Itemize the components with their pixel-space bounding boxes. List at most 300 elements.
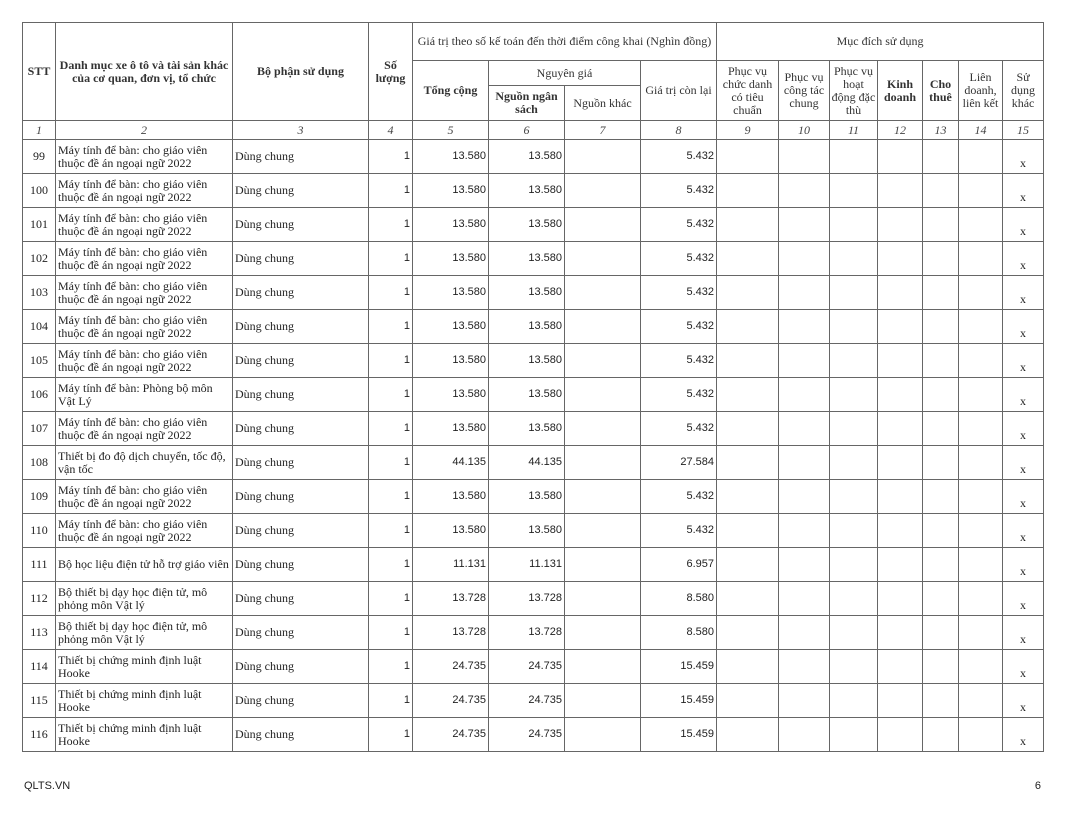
cell-p1	[717, 344, 779, 378]
cell-name: Máy tính để bàn: cho giáo viên thuộc đề án ngoại ngữ 2022	[56, 514, 233, 548]
cell-remain: 5.432	[641, 242, 717, 276]
header-budget: Nguồn ngân sách	[489, 86, 565, 121]
cell-p4	[878, 514, 923, 548]
cell-remain: 15.459	[641, 718, 717, 752]
cell-dept: Dùng chung	[233, 684, 369, 718]
cell-other	[565, 378, 641, 412]
column-number: 8	[641, 121, 717, 140]
cell-other	[565, 310, 641, 344]
cell-p6	[959, 514, 1003, 548]
cell-name: Bộ học liệu điện tử hỗ trợ giáo viên	[56, 548, 233, 582]
cell-p2	[779, 412, 830, 446]
cell-stt: 102	[23, 242, 56, 276]
header-purpose-group: Mục đích sử dụng	[717, 23, 1044, 61]
cell-remain: 5.432	[641, 378, 717, 412]
cell-dept: Dùng chung	[233, 616, 369, 650]
cell-p3	[830, 650, 878, 684]
cell-qty: 1	[369, 582, 413, 616]
cell-p6	[959, 378, 1003, 412]
cell-name: Máy tính để bàn: cho giáo viên thuộc đề án ngoại ngữ 2022	[56, 174, 233, 208]
cell-total: 13.580	[413, 378, 489, 412]
cell-p6	[959, 480, 1003, 514]
cell-total: 13.580	[413, 242, 489, 276]
cell-other-use-mark: x	[1003, 140, 1044, 174]
cell-p1	[717, 480, 779, 514]
cell-p4	[878, 344, 923, 378]
cell-total: 24.735	[413, 650, 489, 684]
cell-other-use-mark: x	[1003, 718, 1044, 752]
cell-p6	[959, 208, 1003, 242]
cell-other-use-mark: x	[1003, 514, 1044, 548]
header-qty: Số lượng	[369, 23, 413, 121]
cell-p4	[878, 616, 923, 650]
column-number: 14	[959, 121, 1003, 140]
cell-p4	[878, 310, 923, 344]
cell-total: 24.735	[413, 718, 489, 752]
cell-p4	[878, 276, 923, 310]
cell-stt: 99	[23, 140, 56, 174]
table-row	[23, 446, 1044, 480]
cell-dept: Dùng chung	[233, 548, 369, 582]
column-number: 1	[23, 121, 56, 140]
header-remain: Giá trị còn lại	[641, 61, 717, 121]
cell-p5	[923, 514, 959, 548]
column-number: 2	[56, 121, 233, 140]
cell-total: 13.580	[413, 514, 489, 548]
cell-p4	[878, 412, 923, 446]
cell-other-use-mark: x	[1003, 310, 1044, 344]
cell-total: 13.580	[413, 276, 489, 310]
table-row	[23, 412, 1044, 446]
cell-p5	[923, 344, 959, 378]
cell-budget: 13.580	[489, 310, 565, 344]
cell-qty: 1	[369, 480, 413, 514]
cell-other-use-mark: x	[1003, 344, 1044, 378]
cell-budget: 24.735	[489, 684, 565, 718]
table-row	[23, 616, 1044, 650]
header-p7: Sử dụng khác	[1003, 61, 1044, 121]
cell-stt: 115	[23, 684, 56, 718]
cell-qty: 1	[369, 208, 413, 242]
cell-remain: 5.432	[641, 310, 717, 344]
cell-p4	[878, 582, 923, 616]
header-p6: Liên doanh, liên kết	[959, 61, 1003, 121]
cell-stt: 103	[23, 276, 56, 310]
cell-p1	[717, 650, 779, 684]
cell-p5	[923, 446, 959, 480]
cell-other	[565, 514, 641, 548]
cell-p6	[959, 140, 1003, 174]
cell-p1	[717, 514, 779, 548]
cell-p2	[779, 446, 830, 480]
cell-other	[565, 140, 641, 174]
cell-other-use-mark: x	[1003, 480, 1044, 514]
cell-stt: 108	[23, 446, 56, 480]
cell-other	[565, 174, 641, 208]
cell-remain: 5.432	[641, 276, 717, 310]
cell-name: Máy tính để bàn: cho giáo viên thuộc đề án ngoại ngữ 2022	[56, 480, 233, 514]
cell-dept: Dùng chung	[233, 208, 369, 242]
cell-dept: Dùng chung	[233, 174, 369, 208]
cell-p5	[923, 718, 959, 752]
cell-p6	[959, 310, 1003, 344]
cell-total: 13.580	[413, 480, 489, 514]
table-row	[23, 242, 1044, 276]
cell-p3	[830, 276, 878, 310]
cell-p1	[717, 718, 779, 752]
cell-qty: 1	[369, 514, 413, 548]
cell-qty: 1	[369, 310, 413, 344]
cell-p6	[959, 616, 1003, 650]
cell-p4	[878, 718, 923, 752]
cell-p6	[959, 412, 1003, 446]
cell-p3	[830, 344, 878, 378]
header-stt: STT	[23, 23, 56, 121]
cell-p5	[923, 548, 959, 582]
cell-total: 13.728	[413, 616, 489, 650]
column-number: 10	[779, 121, 830, 140]
cell-other	[565, 548, 641, 582]
table-row	[23, 174, 1044, 208]
column-number: 9	[717, 121, 779, 140]
cell-other-use-mark: x	[1003, 208, 1044, 242]
cell-other	[565, 718, 641, 752]
cell-qty: 1	[369, 446, 413, 480]
cell-p6	[959, 684, 1003, 718]
cell-p4	[878, 480, 923, 514]
cell-dept: Dùng chung	[233, 140, 369, 174]
cell-budget: 24.735	[489, 650, 565, 684]
cell-p3	[830, 412, 878, 446]
cell-remain: 5.432	[641, 208, 717, 242]
cell-p5	[923, 378, 959, 412]
cell-p2	[779, 310, 830, 344]
cell-total: 13.580	[413, 174, 489, 208]
cell-p4	[878, 650, 923, 684]
cell-p5	[923, 174, 959, 208]
cell-remain: 5.432	[641, 480, 717, 514]
cell-other-use-mark: x	[1003, 650, 1044, 684]
cell-total: 13.580	[413, 208, 489, 242]
cell-p6	[959, 650, 1003, 684]
cell-p3	[830, 582, 878, 616]
cell-name: Máy tính để bàn: cho giáo viên thuộc đề án ngoại ngữ 2022	[56, 310, 233, 344]
cell-stt: 114	[23, 650, 56, 684]
header-dept: Bộ phận sử dụng	[233, 23, 369, 121]
cell-p4	[878, 684, 923, 718]
cell-remain: 5.432	[641, 412, 717, 446]
cell-qty: 1	[369, 616, 413, 650]
cell-p6	[959, 242, 1003, 276]
cell-p2	[779, 242, 830, 276]
table-row	[23, 650, 1044, 684]
cell-p5	[923, 208, 959, 242]
cell-budget: 44.135	[489, 446, 565, 480]
cell-stt: 100	[23, 174, 56, 208]
header-p2: Phục vụ công tác chung	[779, 61, 830, 121]
cell-name: Máy tính để bàn: cho giáo viên thuộc đề án ngoại ngữ 2022	[56, 242, 233, 276]
cell-total: 24.735	[413, 684, 489, 718]
column-number: 15	[1003, 121, 1044, 140]
cell-total: 13.580	[413, 140, 489, 174]
cell-budget: 13.728	[489, 582, 565, 616]
cell-other	[565, 276, 641, 310]
cell-p6	[959, 718, 1003, 752]
cell-remain: 8.580	[641, 582, 717, 616]
cell-dept: Dùng chung	[233, 514, 369, 548]
cell-other	[565, 208, 641, 242]
cell-p5	[923, 582, 959, 616]
cell-p3	[830, 514, 878, 548]
cell-total: 13.728	[413, 582, 489, 616]
table-row	[23, 344, 1044, 378]
cell-stt: 106	[23, 378, 56, 412]
cell-other-use-mark: x	[1003, 378, 1044, 412]
cell-p5	[923, 616, 959, 650]
cell-p6	[959, 276, 1003, 310]
cell-stt: 113	[23, 616, 56, 650]
header-p1: Phục vụ chức danh có tiêu chuẩn	[717, 61, 779, 121]
cell-p3	[830, 548, 878, 582]
cell-p6	[959, 344, 1003, 378]
cell-dept: Dùng chung	[233, 412, 369, 446]
cell-qty: 1	[369, 718, 413, 752]
cell-p2	[779, 378, 830, 412]
cell-p5	[923, 684, 959, 718]
table-row	[23, 378, 1044, 412]
cell-qty: 1	[369, 344, 413, 378]
cell-budget: 24.735	[489, 718, 565, 752]
cell-stt: 116	[23, 718, 56, 752]
cell-p3	[830, 718, 878, 752]
cell-other-use-mark: x	[1003, 684, 1044, 718]
cell-p1	[717, 310, 779, 344]
cell-remain: 27.584	[641, 446, 717, 480]
cell-other-use-mark: x	[1003, 616, 1044, 650]
cell-budget: 13.580	[489, 242, 565, 276]
cell-dept: Dùng chung	[233, 446, 369, 480]
cell-other-use-mark: x	[1003, 548, 1044, 582]
cell-other	[565, 480, 641, 514]
column-number: 11	[830, 121, 878, 140]
cell-remain: 5.432	[641, 140, 717, 174]
cell-budget: 13.580	[489, 276, 565, 310]
cell-p3	[830, 242, 878, 276]
cell-remain: 6.957	[641, 548, 717, 582]
header-value-group: Giá trị theo số kế toán đến thời điểm công khai (Nghìn đồng)	[413, 23, 717, 61]
table-row	[23, 276, 1044, 310]
column-number: 13	[923, 121, 959, 140]
cell-budget: 13.728	[489, 616, 565, 650]
cell-qty: 1	[369, 548, 413, 582]
cell-stt: 101	[23, 208, 56, 242]
cell-stt: 112	[23, 582, 56, 616]
cell-p1	[717, 208, 779, 242]
cell-name: Thiết bị đo độ dịch chuyển, tốc độ, vận tốc	[56, 446, 233, 480]
cell-p6	[959, 582, 1003, 616]
cell-budget: 13.580	[489, 514, 565, 548]
cell-remain: 5.432	[641, 174, 717, 208]
cell-stt: 104	[23, 310, 56, 344]
cell-name: Thiết bị chứng minh định luật Hooke	[56, 684, 233, 718]
table-row	[23, 140, 1044, 174]
table-row	[23, 684, 1044, 718]
table-row	[23, 718, 1044, 752]
cell-p1	[717, 378, 779, 412]
cell-p4	[878, 174, 923, 208]
cell-qty: 1	[369, 650, 413, 684]
header-other: Nguồn khác	[565, 86, 641, 121]
cell-budget: 13.580	[489, 140, 565, 174]
cell-total: 44.135	[413, 446, 489, 480]
cell-p4	[878, 140, 923, 174]
cell-p2	[779, 616, 830, 650]
column-number: 5	[413, 121, 489, 140]
cell-dept: Dùng chung	[233, 582, 369, 616]
cell-name: Thiết bị chứng minh định luật Hooke	[56, 718, 233, 752]
cell-p2	[779, 582, 830, 616]
cell-stt: 111	[23, 548, 56, 582]
cell-p1	[717, 446, 779, 480]
cell-dept: Dùng chung	[233, 480, 369, 514]
cell-total: 11.131	[413, 548, 489, 582]
table-row	[23, 480, 1044, 514]
cell-other-use-mark: x	[1003, 174, 1044, 208]
cell-other	[565, 650, 641, 684]
cell-total: 13.580	[413, 412, 489, 446]
cell-qty: 1	[369, 684, 413, 718]
table-row	[23, 514, 1044, 548]
cell-qty: 1	[369, 140, 413, 174]
asset-table	[22, 22, 1044, 752]
table-row	[23, 208, 1044, 242]
cell-p2	[779, 650, 830, 684]
cell-other-use-mark: x	[1003, 446, 1044, 480]
cell-remain: 5.432	[641, 344, 717, 378]
cell-p6	[959, 548, 1003, 582]
page-footer	[22, 780, 1043, 793]
cell-p1	[717, 548, 779, 582]
header-total: Tổng cộng	[413, 61, 489, 121]
cell-p5	[923, 650, 959, 684]
cell-p5	[923, 480, 959, 514]
cell-name: Máy tính để bàn: cho giáo viên thuộc đề án ngoại ngữ 2022	[56, 344, 233, 378]
cell-p3	[830, 378, 878, 412]
cell-remain: 15.459	[641, 650, 717, 684]
cell-qty: 1	[369, 174, 413, 208]
cell-p2	[779, 684, 830, 718]
cell-budget: 13.580	[489, 480, 565, 514]
cell-p1	[717, 412, 779, 446]
cell-remain: 15.459	[641, 684, 717, 718]
cell-budget: 13.580	[489, 378, 565, 412]
cell-other-use-mark: x	[1003, 242, 1044, 276]
cell-p2	[779, 480, 830, 514]
cell-stt: 107	[23, 412, 56, 446]
cell-budget: 11.131	[489, 548, 565, 582]
cell-budget: 13.580	[489, 208, 565, 242]
cell-p3	[830, 310, 878, 344]
cell-other	[565, 412, 641, 446]
cell-p1	[717, 582, 779, 616]
header-name: Danh mục xe ô tô và tài sản khác của cơ quan, đơn vị, tổ chức	[56, 23, 233, 121]
cell-p3	[830, 174, 878, 208]
cell-qty: 1	[369, 242, 413, 276]
cell-total: 13.580	[413, 344, 489, 378]
cell-other-use-mark: x	[1003, 276, 1044, 310]
cell-dept: Dùng chung	[233, 344, 369, 378]
cell-qty: 1	[369, 378, 413, 412]
cell-budget: 13.580	[489, 174, 565, 208]
cell-stt: 109	[23, 480, 56, 514]
cell-p2	[779, 174, 830, 208]
cell-p2	[779, 276, 830, 310]
cell-name: Máy tính để bàn: cho giáo viên thuộc đề án ngoại ngữ 2022	[56, 412, 233, 446]
header-p5: Cho thuê	[923, 61, 959, 121]
cell-p4	[878, 242, 923, 276]
cell-p2	[779, 718, 830, 752]
cell-p4	[878, 446, 923, 480]
cell-qty: 1	[369, 276, 413, 310]
cell-p2	[779, 140, 830, 174]
cell-p6	[959, 174, 1003, 208]
cell-p1	[717, 616, 779, 650]
cell-p1	[717, 174, 779, 208]
cell-dept: Dùng chung	[233, 242, 369, 276]
cell-p3	[830, 208, 878, 242]
cell-p3	[830, 140, 878, 174]
cell-p2	[779, 514, 830, 548]
cell-other	[565, 616, 641, 650]
cell-dept: Dùng chung	[233, 650, 369, 684]
cell-dept: Dùng chung	[233, 276, 369, 310]
cell-other	[565, 684, 641, 718]
cell-p3	[830, 684, 878, 718]
table-row	[23, 310, 1044, 344]
cell-p5	[923, 412, 959, 446]
column-number: 3	[233, 121, 369, 140]
cell-p5	[923, 310, 959, 344]
cell-p2	[779, 208, 830, 242]
header-p4: Kinh doanh	[878, 61, 923, 121]
cell-name: Máy tính để bàn: cho giáo viên thuộc đề án ngoại ngữ 2022	[56, 140, 233, 174]
cell-name: Máy tính để bàn: cho giáo viên thuộc đề án ngoại ngữ 2022	[56, 208, 233, 242]
cell-other-use-mark: x	[1003, 412, 1044, 446]
cell-p1	[717, 140, 779, 174]
cell-other	[565, 446, 641, 480]
cell-p2	[779, 344, 830, 378]
table-row	[23, 548, 1044, 582]
column-number: 4	[369, 121, 413, 140]
cell-budget: 13.580	[489, 412, 565, 446]
cell-name: Thiết bị chứng minh định luật Hooke	[56, 650, 233, 684]
cell-p1	[717, 242, 779, 276]
footer-source: QLTS.VN	[24, 780, 71, 792]
cell-stt: 110	[23, 514, 56, 548]
cell-remain: 8.580	[641, 616, 717, 650]
cell-name: Máy tính để bàn: cho giáo viên thuộc đề án ngoại ngữ 2022	[56, 276, 233, 310]
cell-other	[565, 242, 641, 276]
page-number: 6	[1034, 780, 1041, 792]
column-number: 12	[878, 121, 923, 140]
cell-p2	[779, 548, 830, 582]
cell-other	[565, 344, 641, 378]
header-orig: Nguyên giá	[489, 61, 641, 86]
cell-stt: 105	[23, 344, 56, 378]
table-row	[23, 582, 1044, 616]
cell-name: Máy tính để bàn: Phòng bộ môn Vật Lý	[56, 378, 233, 412]
column-number: 7	[565, 121, 641, 140]
